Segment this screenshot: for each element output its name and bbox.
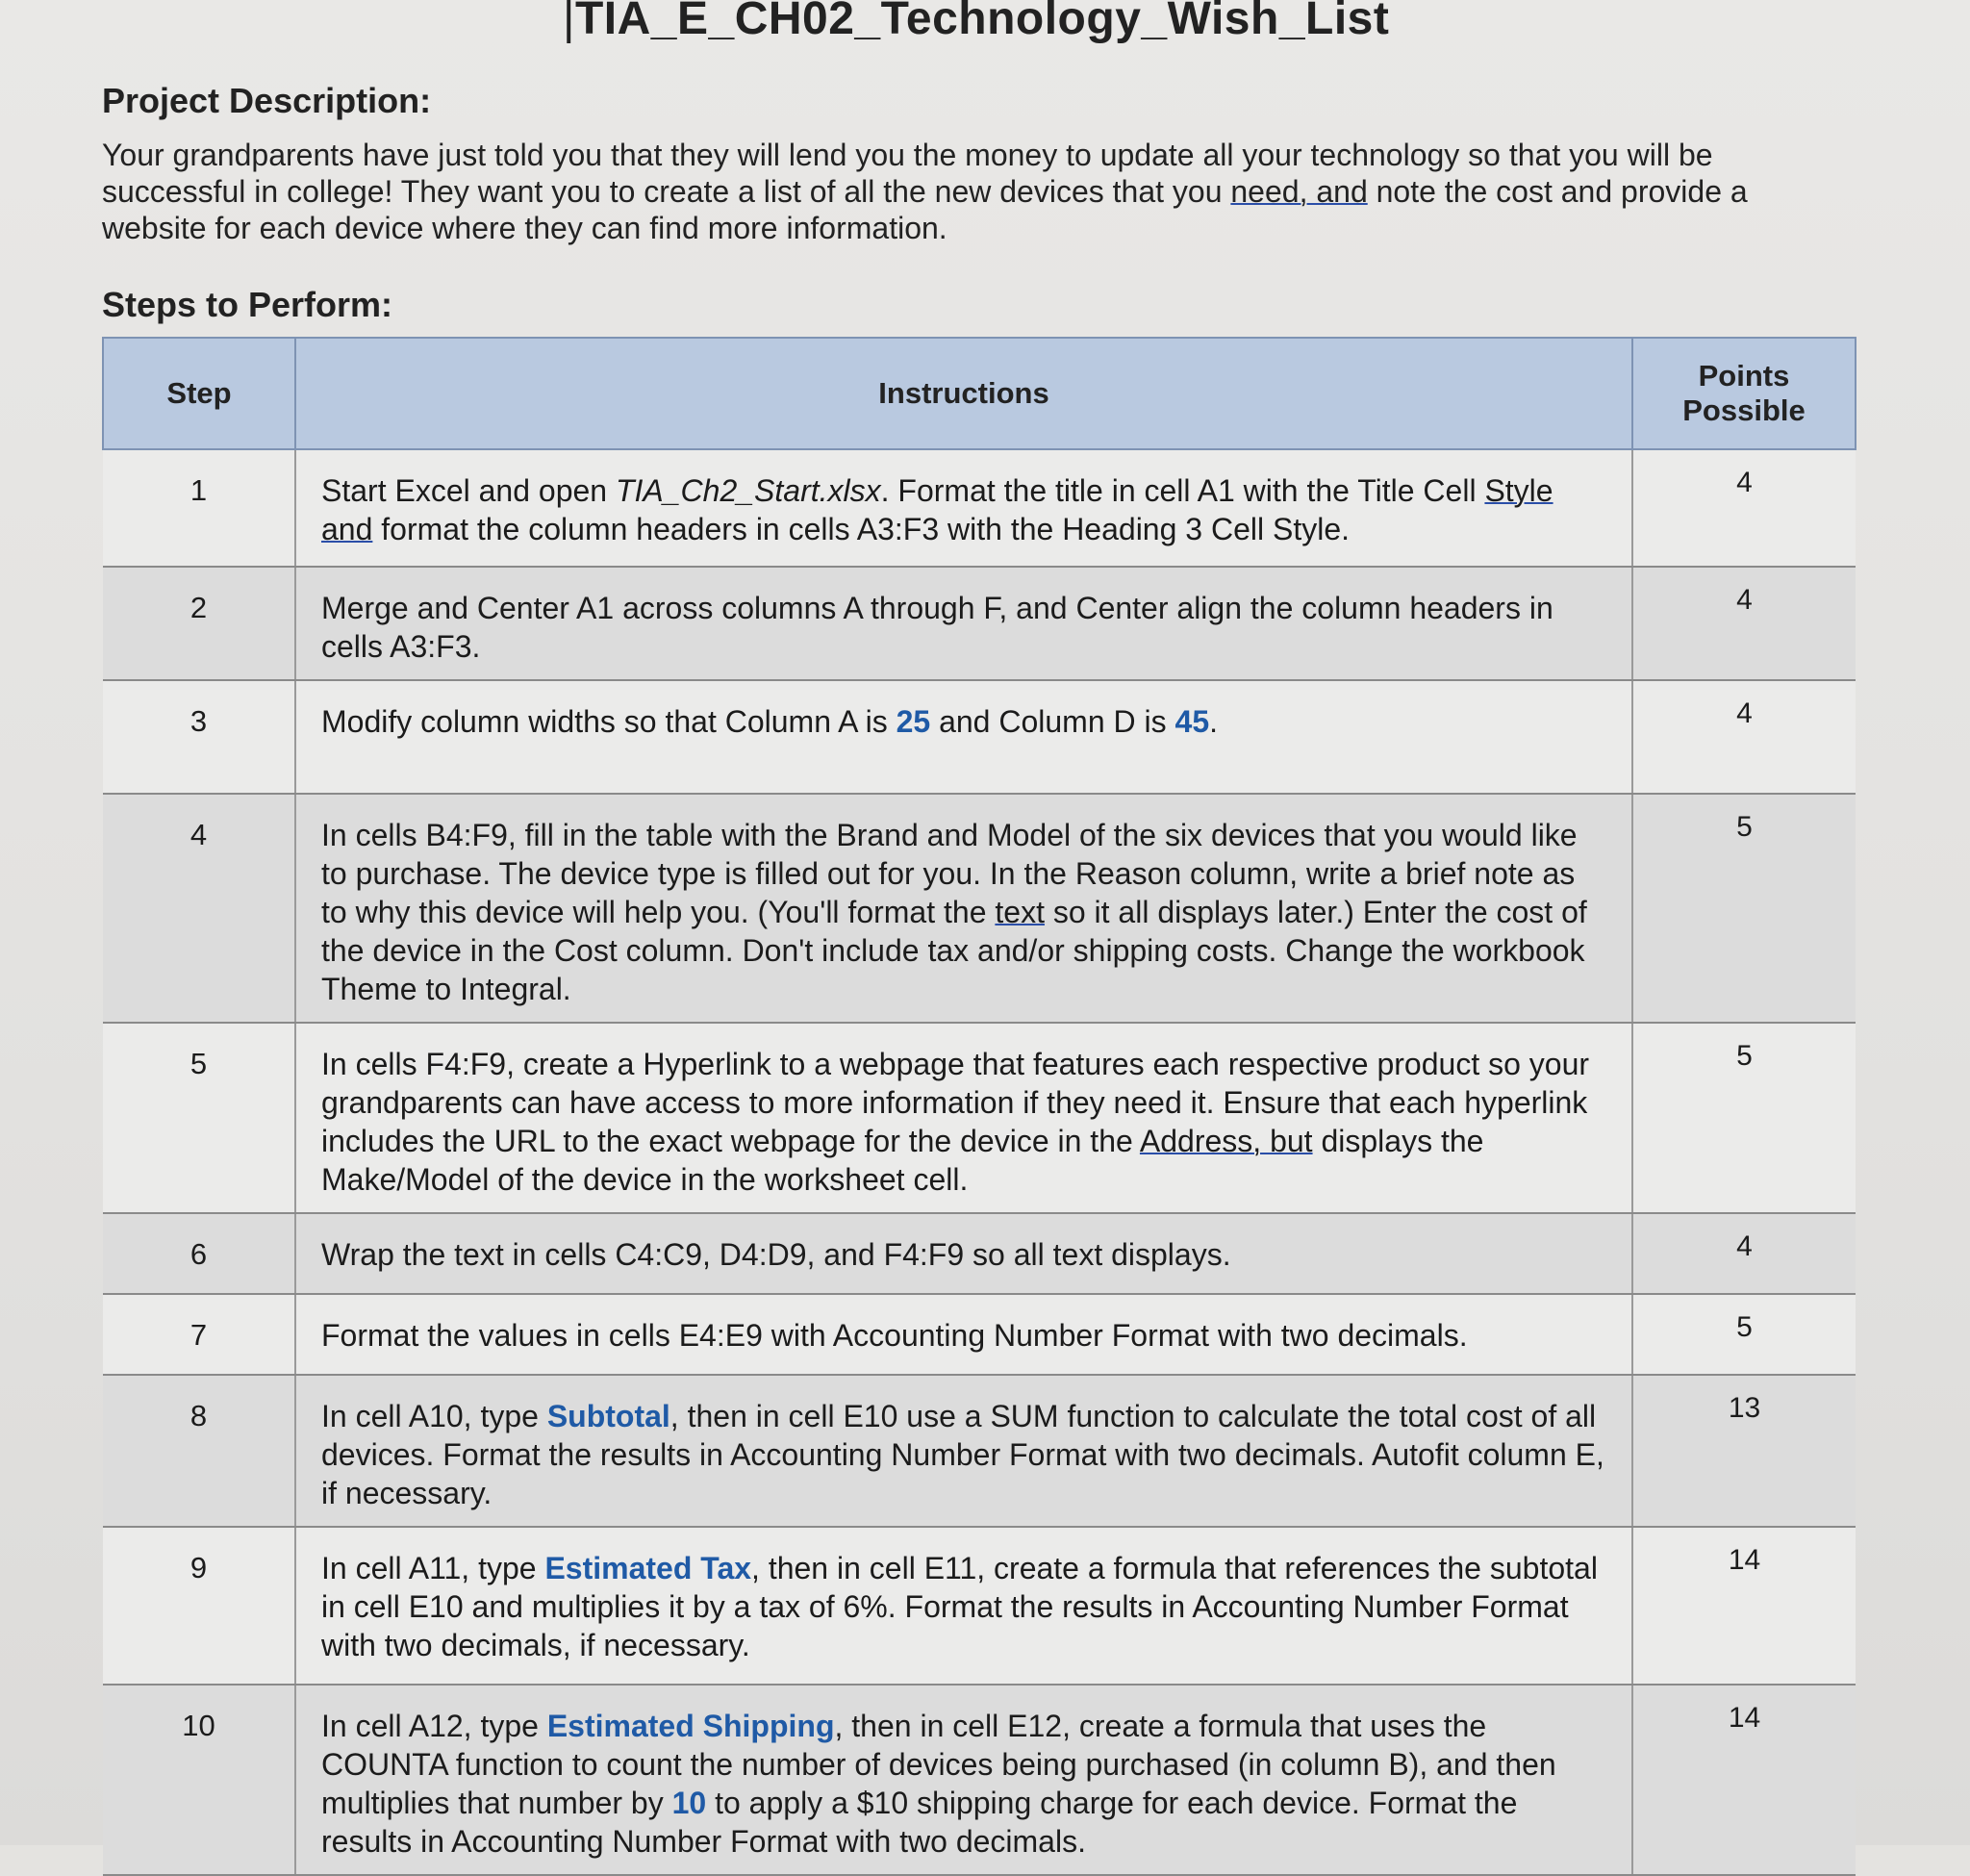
points-value: 5 [1632,794,1856,1023]
step-number: 3 [103,680,295,794]
step-instructions [295,794,1632,1023]
table-row [103,567,1856,680]
header-points: Points Possible [1632,338,1856,449]
table-row [103,680,1856,794]
step-number: 2 [103,567,295,680]
instruction-text: format the column headers in cells A3:F3 with the Heading 3 Cell Style. [372,512,1351,546]
steps-table [102,337,1856,1876]
step-number: 1 [103,449,295,567]
underlined-phrase: need, and [1230,174,1368,209]
table-header-row [103,338,1856,449]
header-instructions: Instructions [295,338,1632,449]
highlighted-term: Estimated Tax [544,1551,752,1585]
step-number: 6 [103,1213,295,1294]
table-row [103,449,1856,567]
table-row [103,1527,1856,1685]
instruction-text: , then in cell E11, create a formula that references the subtotal in cell E10 and multiplies it by a tax of 6%. Format the results in Accounting Number Format with two decimals, if necessary. [321,1551,1598,1662]
instruction-text: Merge and Center A1 across columns A through F, and Center align the column headers in cells A3:F3. [321,591,1553,664]
document-title: |TIA_E_CH02_Technology_Wish_List [563,0,1389,45]
step-number: 8 [103,1375,295,1527]
step-number: 5 [103,1023,295,1213]
points-value: 5 [1632,1294,1856,1375]
step-instructions [295,1294,1632,1375]
highlighted-term: Estimated Shipping [546,1709,835,1743]
instruction-text: so it all displays later.) Enter the cost of the device in the Cost column. Don't include tax and/or shipping costs. Change the workbook Theme to Integral. [321,895,1587,1006]
highlighted-term: 45 [1174,704,1210,739]
project-description-heading: Project Description: [102,81,432,120]
instruction-text: Modify column widths so that Column A is [321,704,897,739]
header-step: Step [103,338,295,449]
table-row [103,1375,1856,1527]
table-row [103,1023,1856,1213]
steps-table-body [103,449,1856,1875]
table-row [103,1685,1856,1875]
step-instructions [295,1213,1632,1294]
table-row [103,1294,1856,1375]
step-instructions [295,1375,1632,1527]
text-cursor: | [563,0,575,44]
points-value: 4 [1632,449,1856,567]
instruction-text: In cell A10, type [321,1399,547,1433]
table-row [103,794,1856,1023]
step-instructions [295,1685,1632,1875]
highlighted-term: 25 [896,704,931,739]
step-number: 10 [103,1685,295,1875]
underlined-phrase: text [995,895,1045,929]
highlighted-term: Subtotal [546,1399,670,1433]
underlined-phrase: Style and [321,473,1553,546]
instruction-text: In cells F4:F9, create a Hyperlink to a webpage that features each respective product so your grandparents can have access to more information if they need it. Ensure that each hyperlink includes the URL to the exact webpage for the device in the [321,1047,1590,1158]
instruction-text: to apply a $10 shipping charge for each device. Format the results in Accounting Number Format with two decimals. [321,1786,1518,1859]
instruction-text: , then in cell E12, create a formula that uses the COUNTA function to count the number of devices being purchased (in column B), and then multiplies that number by [321,1709,1556,1820]
instruction-text: In cell A11, type [321,1551,545,1585]
points-value: 14 [1632,1527,1856,1685]
step-instructions [295,567,1632,680]
points-value: 4 [1632,680,1856,794]
step-instructions [295,1527,1632,1685]
points-value: 5 [1632,1023,1856,1213]
steps-heading: Steps to Perform: [102,285,393,324]
points-value: 4 [1632,567,1856,680]
points-value: 4 [1632,1213,1856,1294]
project-description-text: Your grandparents have just told you that they will lend you the money to update all your technology so that you will be successful in college! They want you to create a list of all the new devices that you need, and note the cost and provide a website for each device where they can find more information. [102,138,1748,245]
instruction-text: In cells B4:F9, fill in the table with the Brand and Model of the six devices that you would like to purchase. The device type is filled out for you. In the Reason column, write a brief note as to why this device will help you. (You'll format the [321,818,1578,929]
instruction-text: displays the Make/Model of the device in the worksheet cell. [321,1124,1484,1197]
instruction-text: TIA_Ch2_Start.xlsx [615,473,881,508]
points-value: 14 [1632,1685,1856,1875]
instruction-text: In cell A12, type [321,1709,547,1743]
underlined-phrase: Address, but [1139,1124,1313,1158]
table-row [103,1213,1856,1294]
step-number: 7 [103,1294,295,1375]
step-instructions [295,1023,1632,1213]
instruction-text: Wrap the text in cells C4:C9, D4:D9, and F4:F9 so all text displays. [321,1237,1231,1272]
step-number: 9 [103,1527,295,1685]
instruction-text: , then in cell E10 use a SUM function to calculate the total cost of all devices. Format the results in Accounting Number Format with two decimals. Autofit column E, if necessary. [321,1399,1604,1510]
step-instructions [295,449,1632,567]
points-value: 13 [1632,1375,1856,1527]
instruction-text: . [1209,704,1218,739]
highlighted-term: 10 [671,1786,707,1820]
instruction-text: Start Excel and open [321,473,616,508]
instruction-text: Format the values in cells E4:E9 with Accounting Number Format with two decimals. [321,1318,1468,1353]
step-instructions [295,680,1632,794]
instruction-text: . Format the title in cell A1 with the Title Cell [880,473,1485,508]
instruction-text: and Column D is [930,704,1175,739]
step-number: 4 [103,794,295,1023]
